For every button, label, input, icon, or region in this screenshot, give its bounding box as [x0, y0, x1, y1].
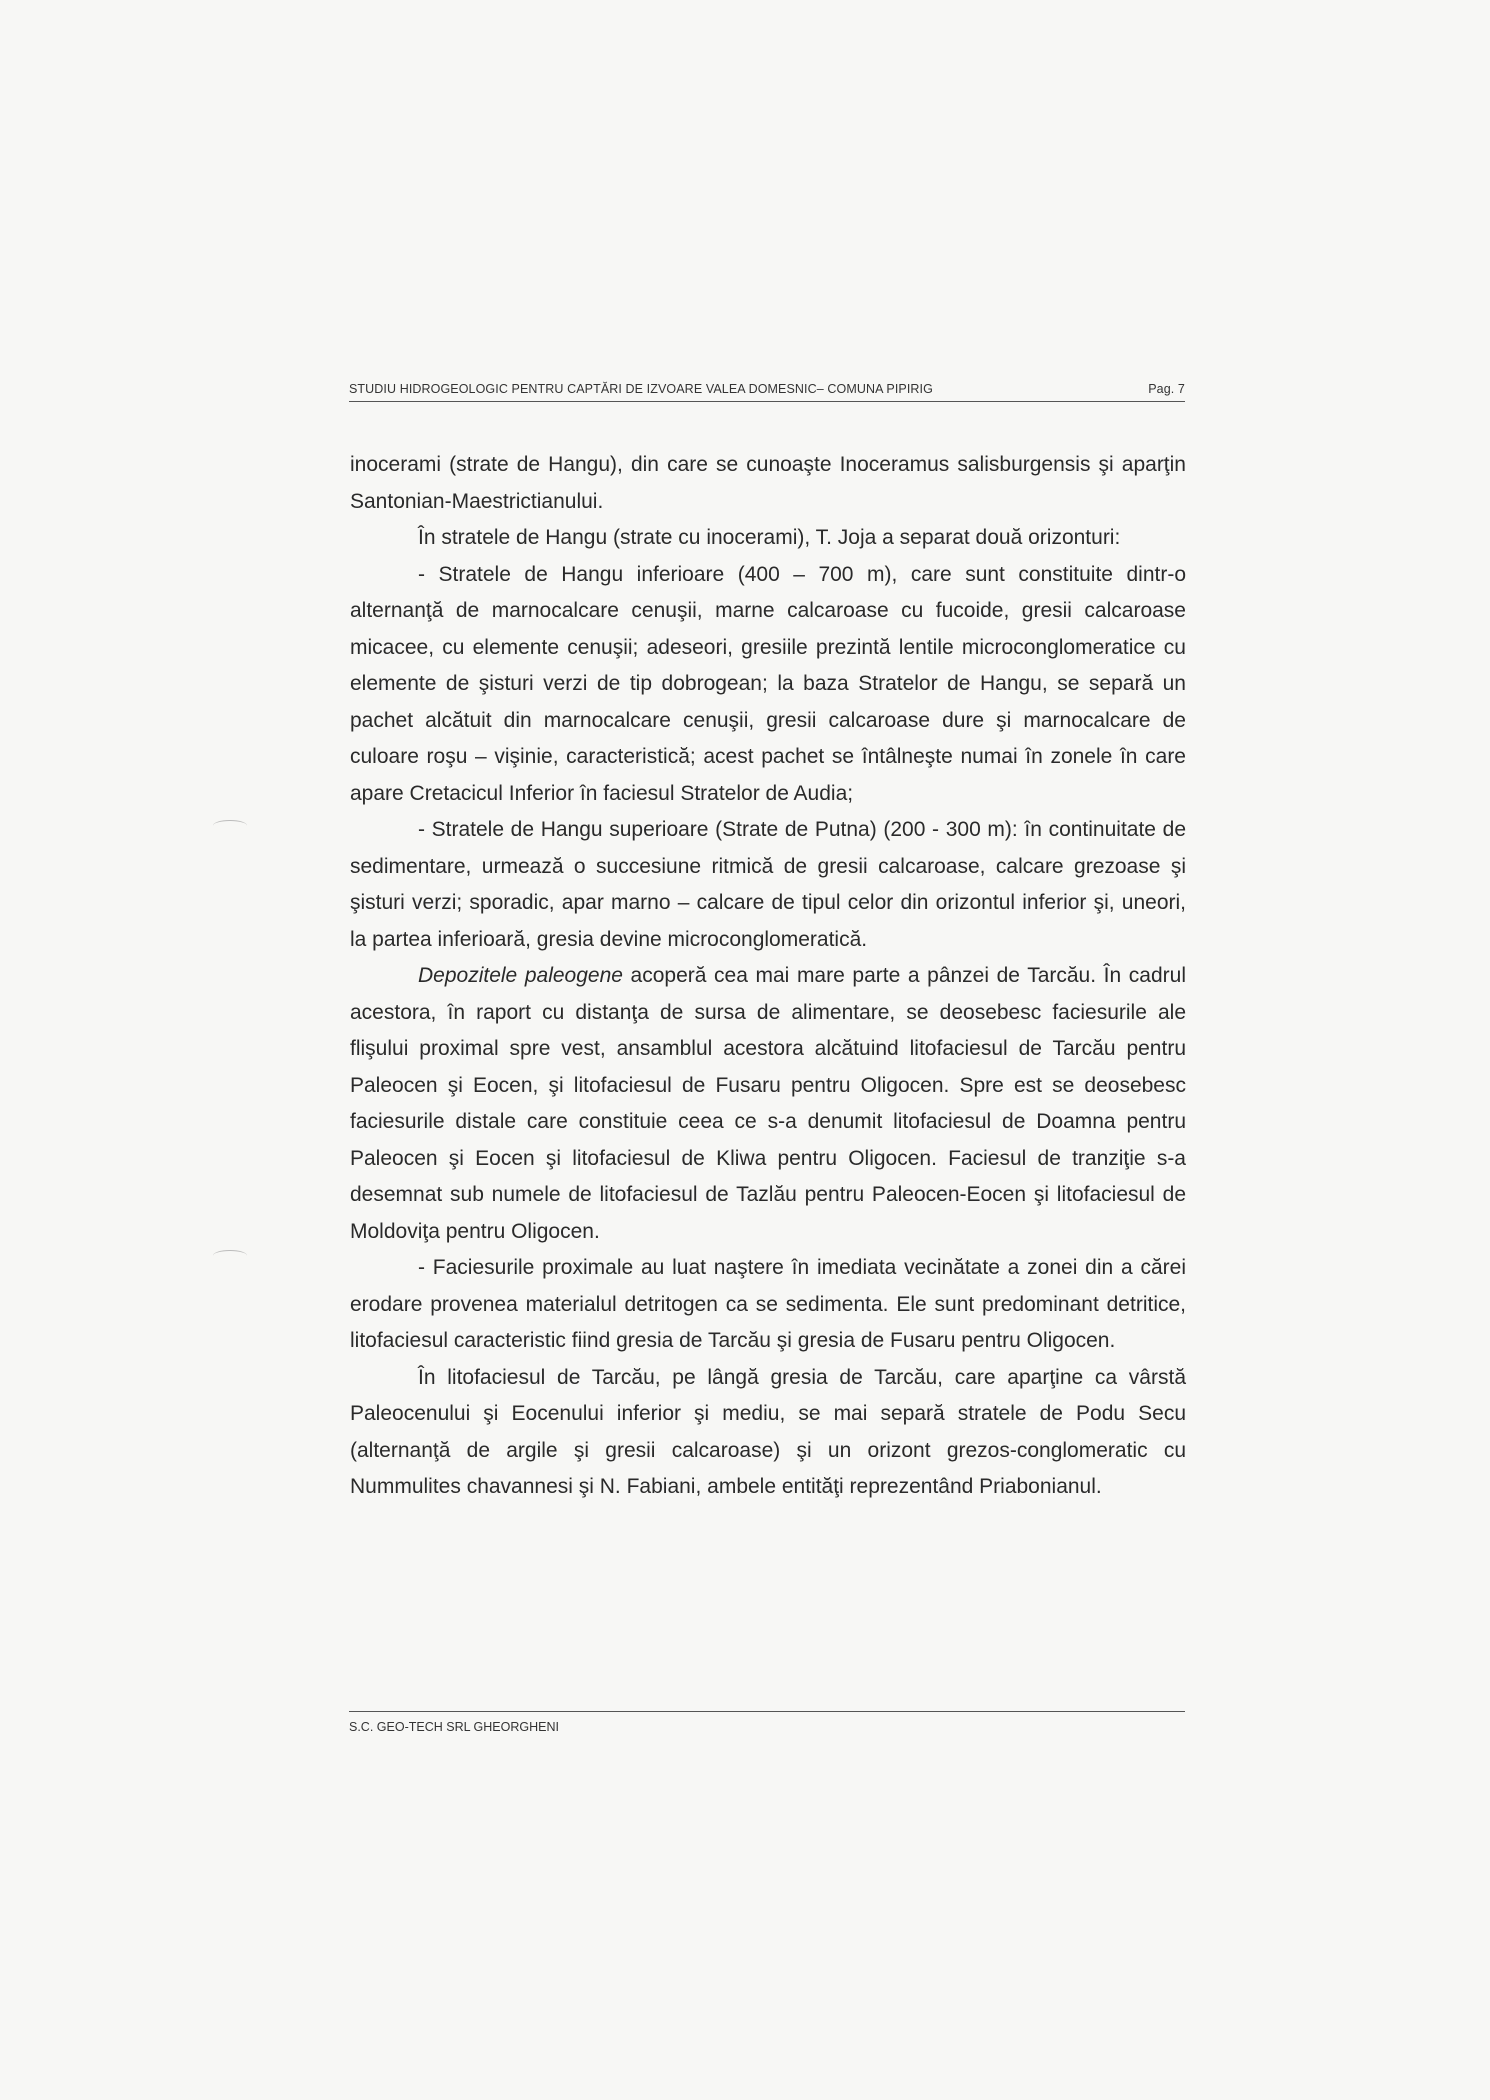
- scan-mark-icon: [213, 820, 247, 831]
- italic-term: Depozitele paleogene: [418, 964, 623, 987]
- document-body: [350, 447, 1186, 1506]
- paragraph: - Faciesurile proximale au luat naştere în imediata vecinătate a zonei din a cărei erodare provenea materialul detritogen ca se sedimenta. Ele sunt predominant detritice, litofaciesul caracteristic fiind gresia de Tarcău şi gresia de Fusaru pentru Oligocen.: [350, 1256, 1186, 1352]
- page-footer: [349, 1711, 1185, 1734]
- page-header: [349, 379, 1185, 402]
- page-number: Pag. 7: [1148, 382, 1185, 396]
- paragraph: - Stratele de Hangu superioare (Strate de Putna) (200 - 300 m): în continuitate de sedimentare, urmează o succesiune ritmică de gresii calcaroase, calcare grezoase şi şisturi verzi; sporadic, apar marno – calcare de tipul celor din orizontul inferior şi, uneori, la partea inferioară, gresia devine microconglomeratică.: [350, 818, 1186, 951]
- paragraph: În stratele de Hangu (strate cu inocerami), T. Joja a separat două orizonturi:: [418, 526, 1121, 549]
- header-title: STUDIU HIDROGEOLOGIC PENTRU CAPTĂRI DE IZVOARE VALEA DOMESNIC– COMUNA PIPIRIG: [349, 382, 933, 396]
- footer-company: S.C. GEO-TECH SRL GHEORGHENI: [349, 1720, 559, 1734]
- paragraph: [350, 958, 1186, 1250]
- paragraph-text: acoperă cea mai mare parte a pânzei de Tarcău. În cadrul acestora, în raport cu distanţa de sursa de alimentare, se deosebesc faciesurile ale flişului proximal spre vest, ansamblul acestora alcătuind litofaciesul de Tarcău pentru Paleocen şi Eocen, şi litofaciesul de Fusaru pentru Oligocen. Spre est se deosebesc faciesurile distale care constituie ceea ce s-a denumit litofaciesul de Doamna pentru Paleocen şi Eocen şi litofaciesul de Kliwa pentru Oligocen. Faciesul de tranziţie s-a desemnat sub numele de litofaciesul de Tazlău pentru Paleocen-Eocen şi litofaciesul de Moldoviţa pentru Oligocen.: [350, 964, 1186, 1243]
- paragraph: inocerami (strate de Hangu), din care se cunoaşte Inoceramus salisburgensis şi aparţin Santonian-Maestrictianului.: [350, 453, 1186, 513]
- paragraph: - Stratele de Hangu inferioare (400 – 700 m), care sunt constituite dintr-o alternanţă de marnocalcare cenuşii, marne calcaroase cu fucoide, gresii calcaroase micacee, cu elemente cenuşii; adeseori, gresiile prezintă lentile microconglomeratice cu elemente de şisturi verzi de tip dobrogean; la baza Stratelor de Hangu, se separă un pachet alcătuit din marnocalcare cenuşii, gresii calcaroase dure şi marnocalcare de culoare roşu – vişinie, caracteristică; acest pachet se întâlneşte numai în zonele în care apare Cretacicul Inferior în faciesul Stratelor de Audia;: [350, 562, 1186, 805]
- paragraph: În litofaciesul de Tarcău, pe lângă gresia de Tarcău, care aparţine ca vârstă Paleocenului şi Eocenului inferior şi mediu, se mai separă stratele de Podu Secu (alternanţă de argile şi gresii calcaroase) şi un orizont grezos-conglomeratic cu Nummulites chavannesi şi N. Fabiani, ambele entităţi reprezentând Priabonianul.: [350, 1365, 1186, 1498]
- scan-mark-icon: [213, 1250, 247, 1261]
